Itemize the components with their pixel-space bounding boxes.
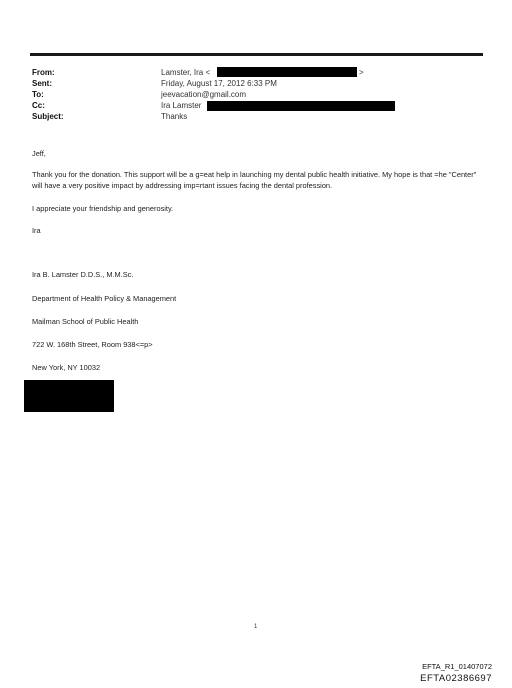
paragraph-1-text: Thank you for the donation. This support will be a g=eat help in launching my dental public health initiative. My hope is that =he "Center" will have a very positive impact by addressing imp=rtant issues facing the dental profession. (32, 170, 477, 190)
redaction-box (24, 380, 114, 412)
paragraph-2-text: I appreciate your friendship and generosity. (32, 204, 174, 213)
message-paragraph-1 (32, 169, 482, 191)
to-label: To: (32, 90, 44, 99)
sent-value: Friday, August 17, 2012 6:33 PM (161, 79, 277, 88)
bates-number-1: EFTA_R1_01407072 (422, 662, 492, 671)
signature-address: 722 W. 168th Street, Room 938<=p> (32, 340, 153, 349)
subject-row (32, 111, 472, 123)
cc-label: Cc: (32, 101, 45, 110)
to-value: jeevacation@gmail.com (161, 90, 247, 99)
sent-label: Sent: (32, 79, 52, 88)
from-label: From: (32, 68, 55, 77)
from-suffix: > (359, 68, 364, 77)
subject-value: Thanks (161, 112, 188, 121)
subject-label: Subject: (32, 112, 64, 121)
greeting-text: Jeff, (32, 149, 46, 158)
header-divider (30, 53, 483, 56)
bates-number-2: EFTA02386697 (420, 673, 492, 684)
cc-value: Ira Lamster (161, 101, 202, 110)
signature-school: Mailman School of Public Health (32, 317, 139, 326)
signature-city: New York, NY 10032 (32, 363, 101, 372)
signature-department: Department of Health Policy & Management (32, 294, 177, 303)
closing-text: Ira (32, 226, 41, 235)
greeting (32, 148, 482, 159)
redaction-box (217, 67, 357, 77)
closing (32, 225, 482, 236)
signature-name: Ira B. Lamster D.D.S., M.M.Sc. (32, 270, 134, 279)
message-paragraph-2 (32, 203, 482, 214)
from-name: Lamster, Ira < (161, 68, 211, 77)
redaction-box (207, 101, 395, 111)
page-number: 1 (254, 624, 258, 630)
